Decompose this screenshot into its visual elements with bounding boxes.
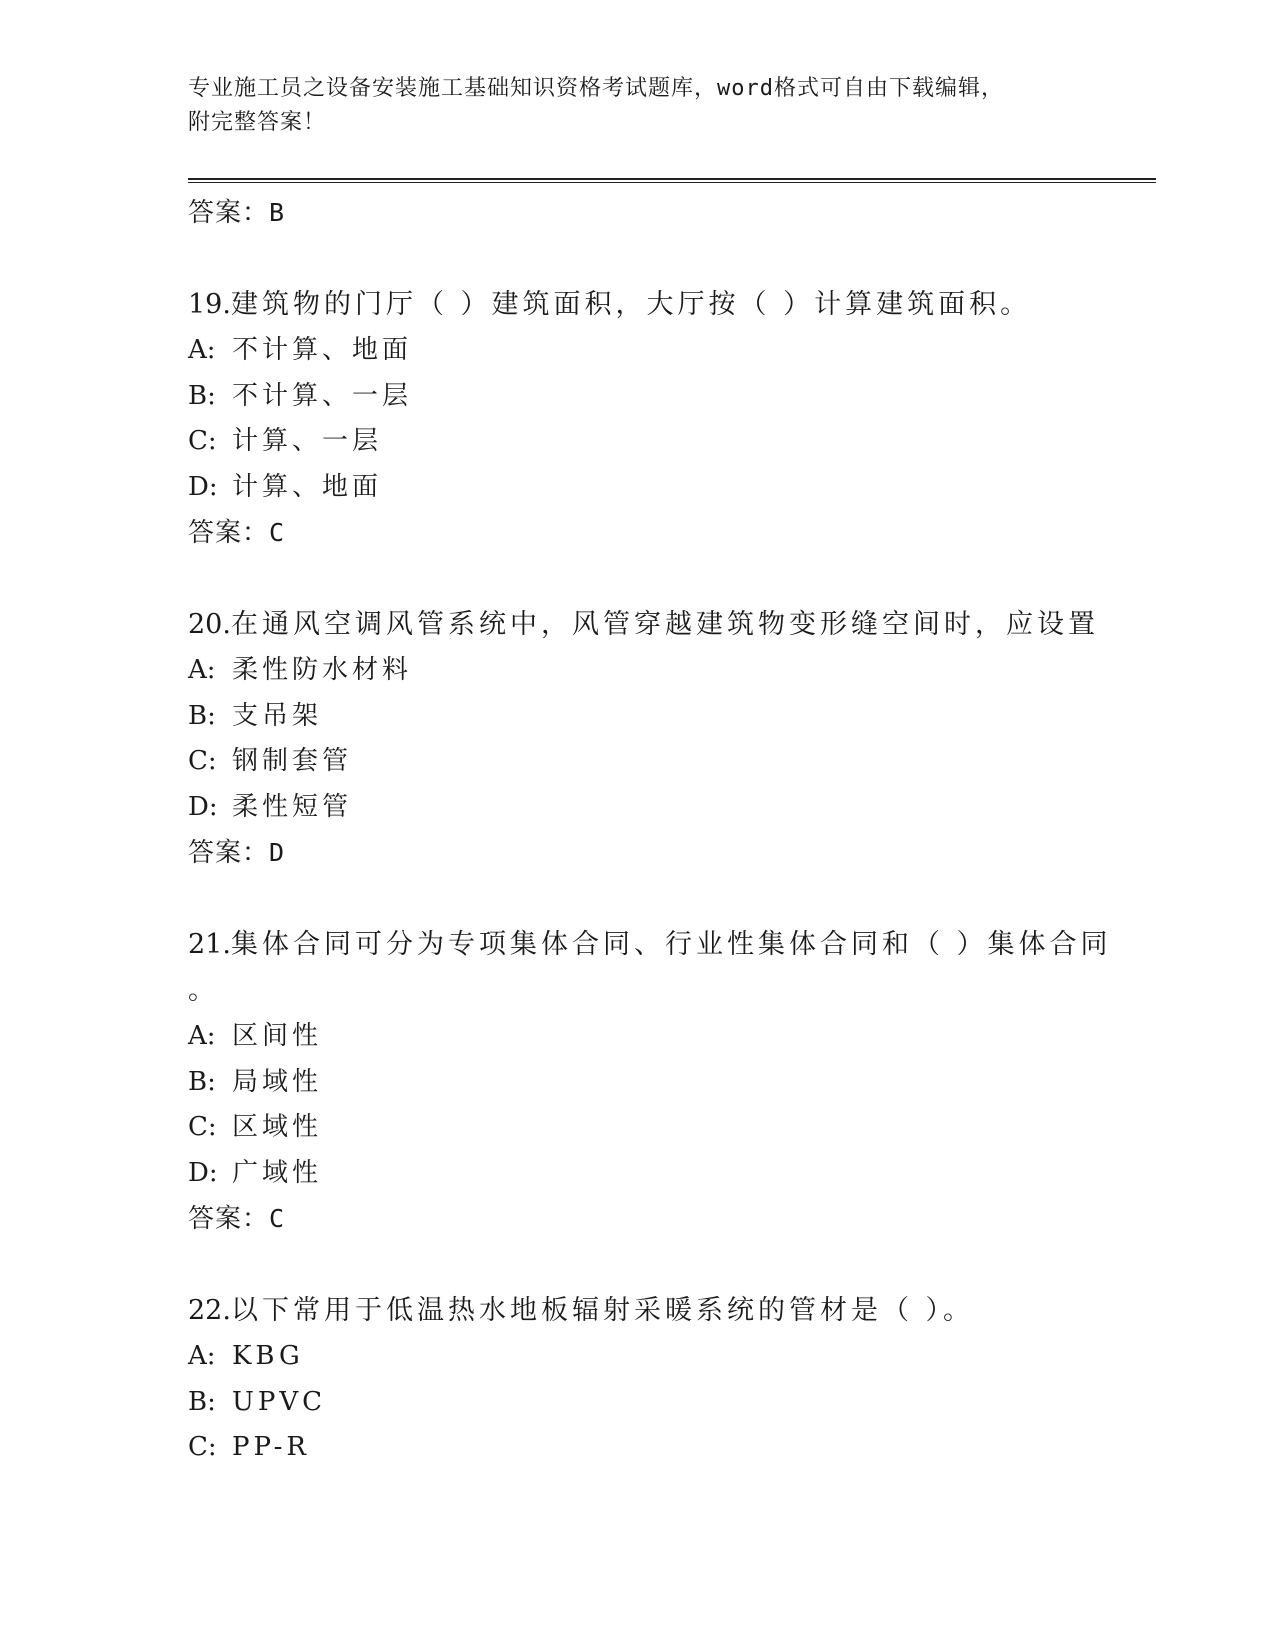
option-text: 区域性: [232, 1112, 323, 1142]
option-c: [188, 1105, 1128, 1151]
question-number: 21.: [188, 929, 231, 960]
option-b: [188, 694, 1128, 740]
answer-line: [188, 1196, 1128, 1242]
option-a: [188, 1014, 1128, 1060]
option-key: D:: [188, 471, 218, 502]
option-key: A:: [188, 1021, 216, 1051]
question-text: 建筑物的门厅（ ）建筑面积，大厅按（ ）计算建筑面积。: [230, 289, 1032, 320]
header-divider: [188, 178, 1156, 183]
option-c: [188, 1425, 1128, 1471]
option-key: A:: [188, 655, 216, 685]
option-key: C:: [188, 746, 217, 776]
question-text: 以下常用于低温热水地板辐射采暖系统的管材是（ ）。: [230, 1295, 975, 1326]
question-number: 22.: [188, 1295, 231, 1326]
question-stem: [188, 922, 1128, 968]
option-key: C:: [188, 426, 217, 456]
answer-letter: C: [269, 518, 286, 547]
question-number: 19.: [188, 289, 231, 320]
option-key: B:: [188, 700, 216, 731]
option-a: [188, 328, 1128, 374]
option-key: A:: [188, 1341, 216, 1371]
answer-letter: D: [269, 838, 286, 867]
option-key: D:: [188, 1157, 218, 1188]
answer-line: [188, 510, 1128, 556]
option-text: 广域性: [232, 1157, 323, 1188]
question-text: 在通风空调风管系统中，风管穿越建筑物变形缝空间时，应设置: [230, 609, 1099, 640]
answer-letter: B: [269, 198, 286, 227]
answer-prefix: 答案：: [188, 1204, 270, 1234]
question-22: [188, 1288, 1128, 1471]
option-c: [188, 419, 1128, 465]
answer-prefix: 答案：: [188, 518, 270, 548]
question-number: 20.: [188, 609, 231, 640]
option-key: A:: [188, 335, 216, 365]
option-text: 柔性防水材料: [232, 655, 413, 685]
option-text: 柔性短管: [232, 791, 353, 822]
question-stem: [188, 602, 1128, 648]
question-stem: [188, 1288, 1128, 1334]
option-text: 不计算、地面: [232, 335, 413, 365]
option-text: 计算、一层: [232, 426, 383, 456]
answer-prefix: 答案：: [188, 838, 270, 868]
question-text: 集体合同可分为专项集体合同、行业性集体合同和（ ）集体合同: [230, 929, 1112, 960]
answer-line: [188, 190, 1128, 236]
answer-prefix: 答案：: [188, 198, 270, 228]
answer-letter: C: [269, 1204, 286, 1233]
option-c: [188, 739, 1128, 785]
question-20: [188, 602, 1128, 876]
option-key: C:: [188, 1432, 217, 1462]
header-line-1: 专业施工员之设备安装施工基础知识资格考试题库，word格式可自由下载编辑，: [188, 76, 1004, 101]
option-text: KBG: [232, 1341, 304, 1371]
option-b: [188, 1060, 1128, 1106]
option-key: B:: [188, 1386, 216, 1417]
option-text: UPVC: [232, 1386, 327, 1417]
question-19: [188, 282, 1128, 556]
option-a: [188, 1334, 1128, 1380]
option-text: 计算、地面: [232, 471, 383, 502]
option-b: [188, 374, 1128, 420]
question-stem: [188, 282, 1128, 328]
answer-line: [188, 830, 1128, 876]
header-line-2: 附完整答案！: [188, 110, 327, 135]
option-key: C:: [188, 1112, 217, 1142]
option-a: [188, 648, 1128, 694]
question-21: [188, 922, 1128, 1242]
option-b: [188, 1380, 1128, 1426]
option-text: 支吊架: [232, 700, 323, 731]
question-list: [188, 190, 1128, 1471]
option-key: B:: [188, 380, 216, 411]
option-d: [188, 465, 1128, 511]
option-text: 钢制套管: [232, 746, 353, 776]
option-text: 不计算、一层: [232, 380, 413, 411]
question-stem-continuation: 。: [188, 975, 219, 1006]
option-key: D:: [188, 791, 218, 822]
option-d: [188, 1151, 1128, 1197]
option-text: PP-R: [232, 1432, 310, 1462]
option-d: [188, 785, 1128, 831]
option-text: 局域性: [232, 1066, 323, 1097]
document-header: [188, 72, 1068, 140]
option-key: B:: [188, 1066, 216, 1097]
option-text: 区间性: [232, 1021, 323, 1051]
